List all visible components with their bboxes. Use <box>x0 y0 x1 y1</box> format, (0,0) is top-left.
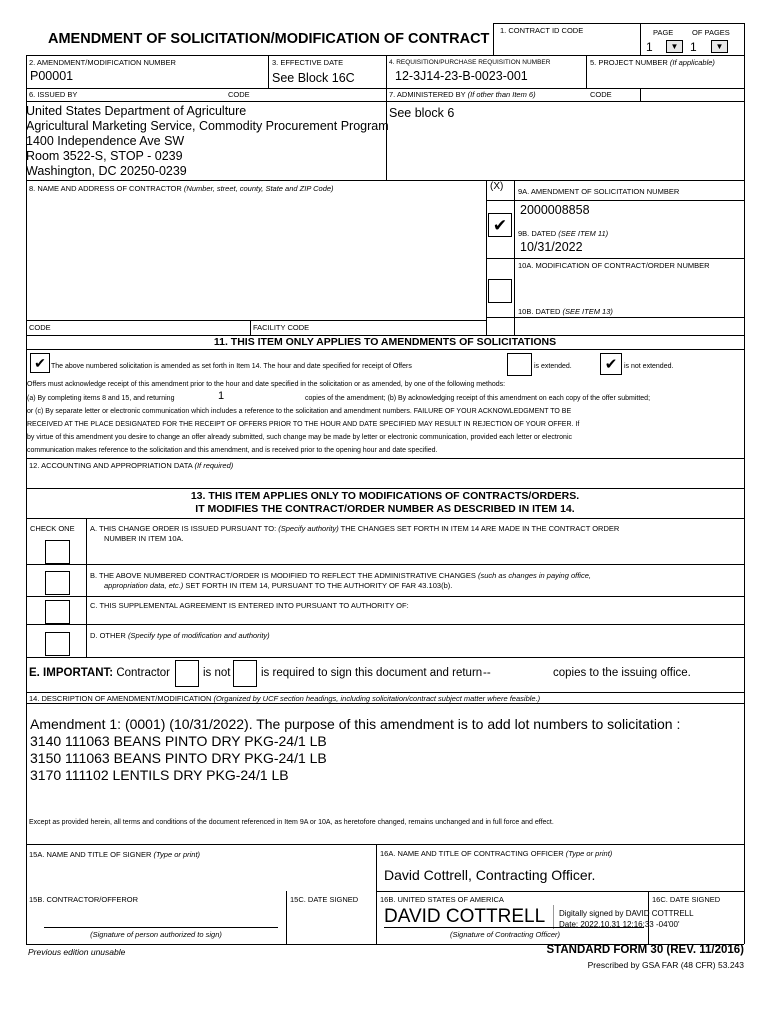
important-is-required-checkbox[interactable] <box>233 660 257 687</box>
of-pages-dropdown[interactable] <box>711 40 728 53</box>
page-dropdown[interactable] <box>666 40 683 53</box>
amendment-number-field[interactable]: P00001 <box>30 69 74 83</box>
digital-signature-line: Digitally signed by DAVID COTTRELL <box>559 909 694 918</box>
signer-name-field[interactable] <box>26 860 374 890</box>
section-13-subtitle: IT MODIFIES THE CONTRACT/ORDER NUMBER AS DESCRIBED IN ITEM 14. <box>195 503 575 515</box>
united-states-label: 16B. UNITED STATES OF AMERICA <box>380 895 504 904</box>
option-d-checkbox[interactable] <box>45 632 70 656</box>
issuer-line: 1400 Independence Ave SW <box>26 134 185 148</box>
contractor-offeror-label: 15B. CONTRACTOR/OFFEROR <box>29 895 139 904</box>
issuer-line: Washington, DC 20250-0239 <box>26 164 187 178</box>
dated-9b-field[interactable]: 10/31/2022 <box>520 240 583 254</box>
signer-name-label: 15A. NAME AND TITLE OF SIGNER (Type or print) <box>29 850 201 859</box>
copies-count-field[interactable]: 1 <box>218 390 225 402</box>
is-not-label: is not <box>203 667 231 679</box>
of-pages-label: OF PAGES <box>692 28 730 37</box>
option-b-checkbox[interactable] <box>45 571 70 595</box>
section-11-para: by virtue of this amendment you desire to change an offer already submitted, such change may be made by letter or electronic communication, provided each letter or electronic <box>27 434 572 441</box>
contractor-signature-caption: (Signature of person authorized to sign) <box>90 930 222 939</box>
dated-10b-label: 10B. DATED (SEE ITEM 13) <box>518 307 613 316</box>
date-signed-15c-label: 15C. DATE SIGNED <box>290 895 359 904</box>
option-c-text: C. THIS SUPPLEMENTAL AGREEMENT IS ENTERED INTO PURSUANT TO AUTHORITY OF: <box>90 601 409 610</box>
section-11-title: 11. THIS ITEM ONLY APPLIES TO AMENDMENTS OF SOLICITATIONS <box>213 336 557 348</box>
copies-text: copies to the issuing office. <box>553 667 691 679</box>
contract-id-label: 1. CONTRACT ID CODE <box>500 26 584 35</box>
issuer-address[interactable] <box>26 104 389 179</box>
checkmark-icon: ✔ <box>604 355 618 373</box>
section-11-para: communication makes reference to the solicitation and this amendment, and is received prior to the opening hour and date specified. <box>27 447 438 454</box>
section-11-para: or (c) By separate letter or electronic communication which includes a reference to the solicitation and amendment numbers. FAILURE OF YOUR ACKNOWLEDGMENT TO BE <box>27 408 572 415</box>
admin-code-label: CODE <box>590 90 612 99</box>
option-b-text: B. THE ABOVE NUMBERED CONTRACT/ORDER IS MODIFIED TO REFLECT THE ADMINISTRATIVE CHANGES (such as changes in paying office, <box>90 571 591 580</box>
officer-signature-caption: (Signature of Contracting Officer) <box>450 930 561 939</box>
section-11-line1: The above numbered solicitation is amended as set forth in Item 14. The hour and date specified for receipt of Offers <box>51 363 412 370</box>
issuer-line: Agricultural Marketing Service, Commodity Procurement Program <box>26 119 389 133</box>
extended-checkbox[interactable] <box>507 353 532 376</box>
x-column-label: (X) <box>490 181 504 192</box>
checkmark-icon: ✔ <box>34 355 46 371</box>
check-one-label: CHECK ONE <box>30 524 75 533</box>
modification-label: 10A. MODIFICATION OF CONTRACT/ORDER NUMBER <box>518 261 710 270</box>
checkmark-icon: ✔ <box>492 215 508 235</box>
return-copies-field[interactable]: -- <box>483 667 491 679</box>
section-11-para: Offers must acknowledge receipt of this amendment prior to the hour and date specified in the solicitation or as amended, by one of the following methods: <box>27 381 506 388</box>
facility-code-label: FACILITY CODE <box>253 323 310 332</box>
option-b-text-2: appropriation data, etc.) SET FORTH IN ITEM 14, PURSUANT TO THE AUTHORITY OF FAR 43.103(b). <box>104 581 453 590</box>
option-d-text: D. OTHER (Specify type of modification and authority) <box>90 631 270 640</box>
administered-by-field[interactable]: See block 6 <box>389 106 455 120</box>
officer-signature: DAVID COTTRELL <box>384 906 546 927</box>
description-line: 3150 111063 BEANS PINTO DRY PKG-24/1 LB <box>30 750 327 766</box>
issued-by-label: 6. ISSUED BY <box>29 90 78 99</box>
not-extended-checkbox[interactable] <box>600 353 622 375</box>
section-11-para: (a) By completing items 8 and 15, and returning <box>27 395 175 402</box>
requisition-field[interactable]: 12-3J14-23-B-0023-001 <box>395 69 528 83</box>
amendment-number-label: 2. AMENDMENT/MODIFICATION NUMBER <box>29 58 176 67</box>
date-signed-16c-label: 16C. DATE SIGNED <box>652 895 721 904</box>
important-is-not-checkbox[interactable] <box>175 660 199 687</box>
section-11-para: RECEIVED AT THE PLACE DESIGNATED FOR THE RECEIPT OF OFFERS PRIOR TO THE HOUR AND DATE SPECIFIED MAY RESULT IN REJECTION OF YOUR OFFER. If <box>27 421 580 428</box>
issued-code-label: CODE <box>228 90 250 99</box>
description-line: 3140 111063 BEANS PINTO DRY PKG-24/1 LB <box>30 733 327 749</box>
check-10a-checkbox[interactable] <box>488 279 512 303</box>
officer-name-label: 16A. NAME AND TITLE OF CONTRACTING OFFICER (Type or print) <box>380 849 613 858</box>
contractor-code-label: CODE <box>29 323 51 332</box>
prescribed-by: Prescribed by GSA FAR (48 CFR) 53.243 <box>587 960 744 970</box>
option-c-checkbox[interactable] <box>45 600 70 624</box>
page-label: PAGE <box>653 28 674 37</box>
dated-9b-label: 9B. DATED (SEE ITEM 11) <box>518 229 609 238</box>
option-a-text: A. THIS CHANGE ORDER IS ISSUED PURSUANT TO: (Specify authority) THE CHANGES SET FORTH IN ITEM 14 ARE MADE IN THE CONTRACT ORDER <box>90 524 620 533</box>
not-extended-label: is not extended. <box>624 363 674 370</box>
effective-date-label: 3. EFFECTIVE DATE <box>272 58 344 67</box>
amend-solicitation-label: 9A. AMENDMENT OF SOLICITATION NUMBER <box>518 187 680 196</box>
amend-solicitation-field[interactable]: 2000008858 <box>520 203 590 217</box>
contractor-label: 8. NAME AND ADDRESS OF CONTRACTOR (Number, street, county, State and ZIP Code) <box>29 184 334 193</box>
description-label: 14. DESCRIPTION OF AMENDMENT/MODIFICATION (Organized by UCF section headings, including solicitation/contract subject matter where feasible.) <box>29 694 541 703</box>
important-label: E. IMPORTANT: Contractor <box>29 667 171 679</box>
chevron-down-icon: ▼ <box>670 42 679 51</box>
administered-by-label: 7. ADMINISTERED BY (If other than Item 6) <box>389 90 536 99</box>
chevron-down-icon: ▼ <box>715 42 724 51</box>
of-pages-number: 1 <box>690 40 697 54</box>
officer-name-field[interactable]: David Cottrell, Contracting Officer. <box>384 867 596 883</box>
page-number: 1 <box>646 40 653 54</box>
issuer-line: Room 3522-S, STOP - 0239 <box>26 149 183 163</box>
project-number-label: 5. PROJECT NUMBER (If applicable) <box>590 58 715 67</box>
effective-date-field[interactable]: See Block 16C <box>272 71 355 85</box>
form-title: AMENDMENT OF SOLICITATION/MODIFICATION OF CONTRACT <box>48 31 490 47</box>
option-a-text-2: NUMBER IN ITEM 10A. <box>104 534 184 543</box>
amend-checkbox[interactable] <box>30 353 50 373</box>
requisition-label: 4. REQUISITION/PURCHASE REQUISITION NUMBER <box>389 59 551 66</box>
form-number: STANDARD FORM 30 (REV. 11/2016) <box>546 944 744 956</box>
except-clause: Except as provided herein, all terms and conditions of the document referenced in Item 9A or 10A, as heretofore changed, remains unchanged and in full force and effect. <box>29 819 554 826</box>
section-13-title: 13. THIS ITEM APPLIES ONLY TO MODIFICATIONS OF CONTRACTS/ORDERS. <box>190 490 580 502</box>
check-9a-checkbox[interactable] <box>488 213 512 237</box>
description-field[interactable] <box>30 716 680 784</box>
section-11-para: copies of the amendment; (b) By acknowledging receipt of this amendment on each copy of the offer submitted; <box>305 395 651 402</box>
previous-edition-note: Previous edition unusable <box>28 947 126 957</box>
description-line: Amendment 1: (0001) (10/31/2022). The purpose of this amendment is to add lot numbers to solicitation : <box>30 716 681 732</box>
accounting-label: 12. ACCOUNTING AND APPROPRIATION DATA (If required) <box>29 461 234 470</box>
extended-label: is extended. <box>534 363 572 370</box>
is-required-label: is required to sign this document and return <box>261 667 483 679</box>
description-line: 3170 111102 LENTILS DRY PKG-24/1 LB <box>30 767 289 783</box>
issuer-line: United States Department of Agriculture <box>26 104 247 118</box>
digital-signature-date: Date: 2022.10.31 12:16:33 -04'00' <box>559 920 680 929</box>
option-a-checkbox[interactable] <box>45 540 70 564</box>
